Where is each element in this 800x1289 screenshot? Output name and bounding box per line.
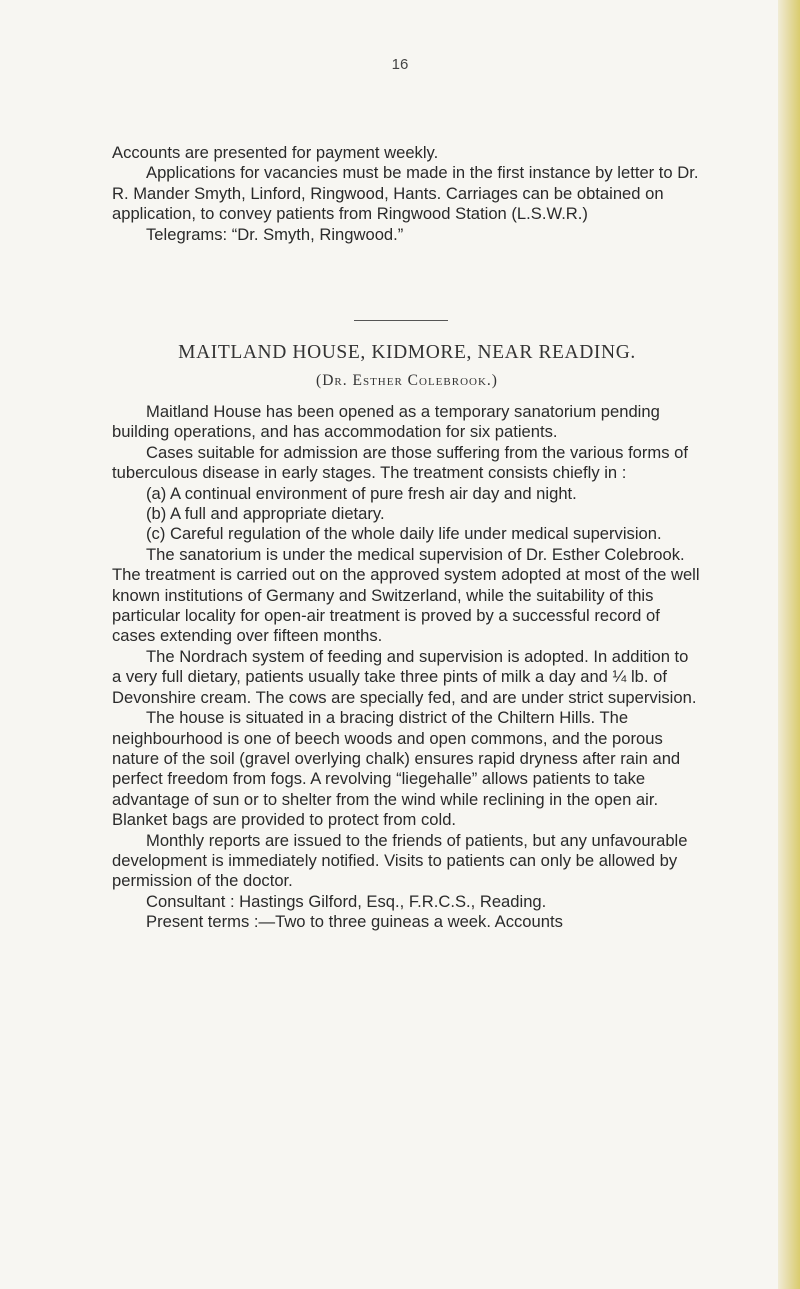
- list-item: (a) A continual environment of pure fresh air day and night.: [146, 483, 577, 503]
- paragraph: Present terms :—Two to three guineas a week. Accounts: [146, 912, 563, 932]
- paragraph: Applications for vacancies must be made in the first instance by letter to Dr. R. Mander Smyth, Linford, Ringwood, Hants. Carriages can be obtained on application, to convey patients from Ringwood Station (L.S.W.R.): [112, 163, 699, 224]
- list-item: (b) A full and appropriate dietary.: [146, 504, 385, 524]
- section-heading: MAITLAND HOUSE, KIDMORE, NEAR READING.: [178, 342, 636, 363]
- paragraph: Consultant : Hastings Gilford, Esq., F.R.C.S., Reading.: [146, 891, 547, 911]
- paragraph: Maitland House has been opened as a temporary sanatorium pending building operations, and has accommodation for six patients.: [112, 402, 660, 442]
- paragraph: The Nordrach system of feeding and supervision is adopted. In addition to a very full dietary, patients usually take three pints of milk a day and ¼ lb. of Devonshire cream. The cows are specially fed, and are under strict supervision.: [112, 646, 697, 707]
- list-item: (c) Careful regulation of the whole daily life under medical supervision.: [146, 524, 662, 544]
- section-subheading: (Dr. Esther Colebrook.): [316, 372, 498, 389]
- paragraph: The sanatorium is under the medical supervision of Dr. Esther Colebrook. The treatment is carried out on the approved system adopted at most of the well known institutions of Germany and Switzerland, while the suitability of this particular locality for open-air treatment is proved by a successful record of cases extending over fifteen months.: [112, 544, 700, 646]
- paragraph: Accounts are presented for payment weekly.: [112, 143, 439, 162]
- paragraph: Telegrams: “Dr. Smyth, Ringwood.”: [146, 224, 404, 244]
- section-body: [112, 402, 702, 933]
- page-edge: [778, 0, 800, 1289]
- page-number: 16: [391, 56, 409, 73]
- paragraph: Cases suitable for admission are those suffering from the various forms of tuberculous disease in early stages. The treatment consists chiefly in :: [112, 442, 689, 483]
- paragraph: Monthly reports are issued to the friends of patients, but any unfavourable development is immediately notified. Visits to patients can only be allowed by permission of the doctor.: [112, 830, 688, 891]
- section-divider: [354, 320, 448, 321]
- paragraph: The house is situated in a bracing district of the Chiltern Hills. The neighbourhood is one of beech woods and open commons, and the porous nature of the soil (gravel overlying chalk) ensures rapid dryness after rain and perfect freedom from fogs. A revolving “liegehalle” allows patients to take advantage of sun or to shelter from the wind while reclining in the open air. Blanket bags are provided to protect from cold.: [112, 708, 681, 830]
- intro-text: [112, 143, 702, 245]
